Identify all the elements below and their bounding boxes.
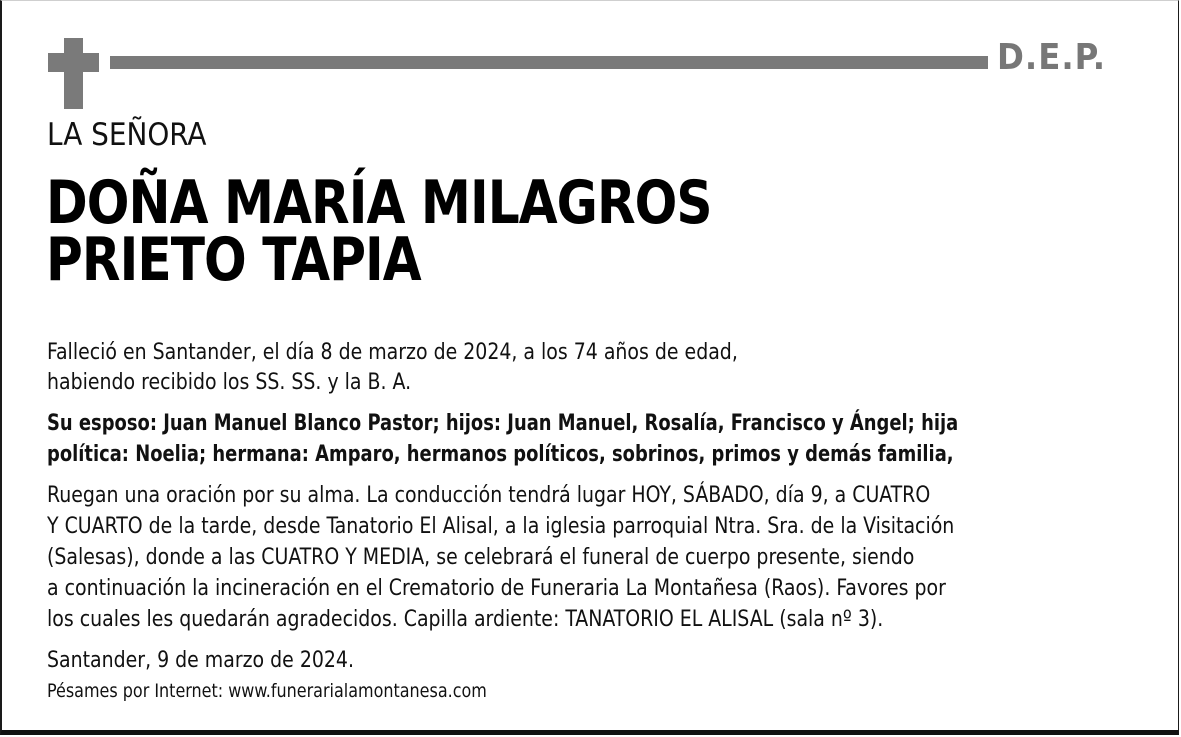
- family-text-line: política: Noelia; hermana: Amparo, hermanos políticos, sobrinos, primos y demás familia,: [47, 441, 954, 467]
- request-text-line: (Salesas), donde a las CUATRO Y MEDIA, se celebrará el funeral de cuerpo presente, siendo: [47, 544, 915, 570]
- deceased-name-line-1: DOÑA MARÍA MILAGROS: [46, 168, 712, 238]
- request-text-line: a continuación la incineración en el Crematorio de Funeraria La Montañesa (Raos). Favores por: [47, 575, 946, 601]
- place-date: Santander, 9 de marzo de 2024.: [47, 647, 354, 673]
- death-text-line: habiendo recibido los SS. SS. y la B. A.: [47, 369, 412, 395]
- request-text-line: Ruegan una oración por su alma. La conducción tendrá lugar HOY, SÁBADO, día 9, a CUATRO: [47, 482, 931, 508]
- request-text-line: Y CUARTO de la tarde, desde Tanatorio El Alisal, a la iglesia parroquial Ntra. Sra. de la Visitación: [47, 513, 955, 539]
- title-prefix: LA SEÑORA: [47, 117, 207, 153]
- dep-label: D.E.P.: [997, 37, 1107, 78]
- deceased-name-line-2: PRIETO TAPIA: [46, 225, 421, 295]
- family-text-line: Su esposo: Juan Manuel Blanco Pastor; hijos: Juan Manuel, Rosalía, Francisco y Ángel; hija: [47, 410, 959, 436]
- request-text-line: los cuales les quedarán agradecidos. Capilla ardiente: TANATORIO EL ALISAL (sala nº 3).: [47, 606, 884, 632]
- death-text-line: Falleció en Santander, el día 8 de marzo de 2024, a los 74 años de edad,: [47, 339, 738, 365]
- condolences-text: Pésames por Internet: www.funerarialamontanesa.com: [47, 680, 487, 702]
- header-rule: [110, 56, 988, 69]
